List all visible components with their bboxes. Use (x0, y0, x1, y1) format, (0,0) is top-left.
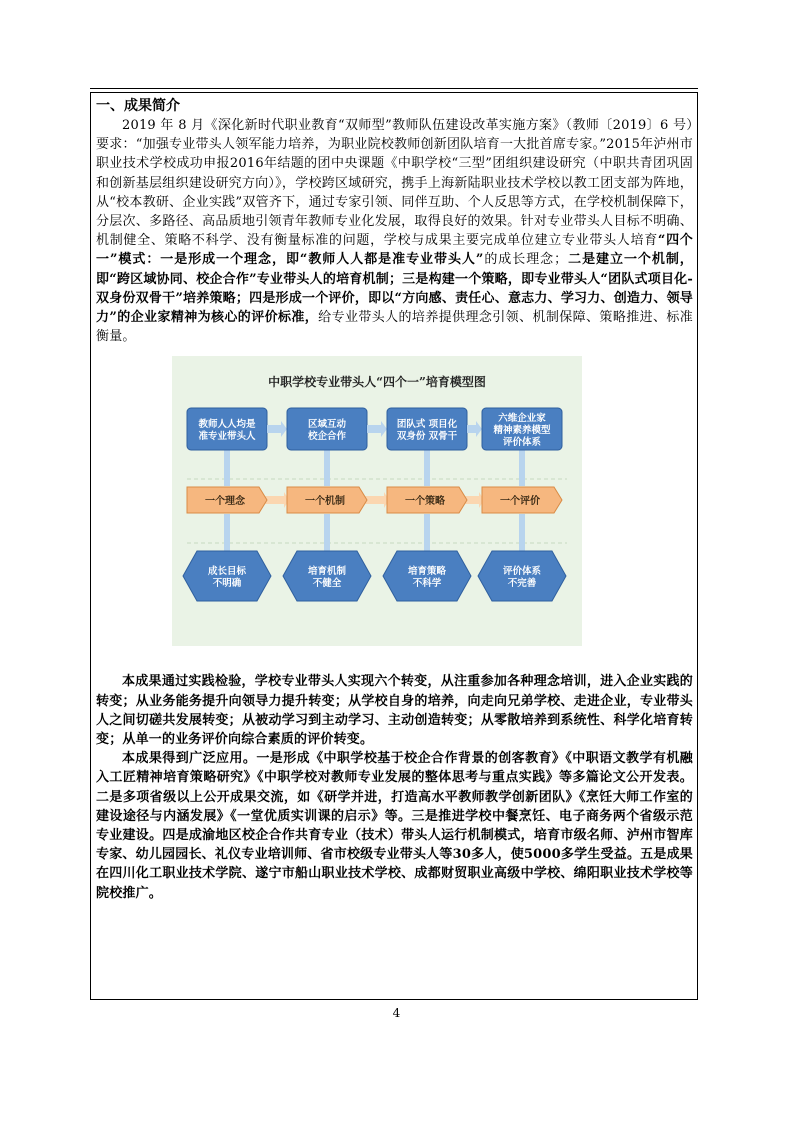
application-paragraph: 本成果得到广泛应用。一是形成《中职学校基于校企合作背景的创客教育》《中职语文教学有机融入工匠精神培育策略研究》《中职学校对教师专业发展的整体思考与重点实践》等多篇论文公开发表。二是多项省级以上公开成果交流，如《研学并进，打造高水平教师教学创新团队》《烹饪大师工作室的建设途径与内涵发展》《一堂优质实训课的启示》等。三是推进学校中餐烹饪、电子商务两个省级示范专业建设。四是成渝地区校企合作共育专业（技术）带头人运行机制模式，培育市级名师、泸州市智库专家、幼儿园园长、礼仪专业培训师、省市校级专业带头人等30多人，使5000多学生受益。五是成果在四川化工职业技术学院、遂宁市船山职业技术学校、成都财贸职业高级中学校、绵阳职业技术学校等院校推广。 (96, 751, 693, 901)
diagram-concept-text-line: 六维企业家 (498, 413, 546, 425)
diagram-connector (519, 448, 525, 486)
intro-text: 2019 年 8 月《深化新时代职业教育“双师型”教师队伍建设改革实施方案》（教师〔2019〕6 号）要求：“加强专业带头人领军能力培养，为职业院校教师创新团队培育一大批首席专家。”2015年泸州市职业技术学校成功申报2016年结题的团中央课题《中职学校“三型”团组织建设研究（中职共青团巩固和创新基层组织建设研究方向）》，学校跨区域研究，携手上海新陆职业技术学校以教工团支部为阵地，从“校本教研、企业实践”双管齐下，通过专家引领、同伴互助、个人反思等方式，在学校机制保障下，分层次、多路径、高品质地引领青年教师专业化发展，取得良好的效果。针对专业带头人目标不明确、机制健全、策略不科学、没有衡量标准的问题，学校与成果主要完成单位建立专业带头人培育 (96, 118, 693, 249)
diagram-connector (324, 448, 330, 486)
intro-bold-text-2: 二是建立一个机制，即“跨区域协同、校企合作”专业带头人的培育机制；三是构建一个策略，即专业带头人“团队式项目化-双身份双骨干”培养策略；四是形成一个评价，即以“方向感、责任心、意志力、学习力、创造力、领导力”的企业家精神为核心的评价标准， (96, 252, 693, 326)
diagram-arrow (367, 421, 387, 437)
diagram-connector (519, 514, 525, 556)
diagram-element-label: 一个评价 (500, 496, 540, 508)
diagram-problem-text-line: 成长目标 (207, 566, 247, 578)
page-number: 4 (392, 1006, 401, 1020)
diagram-concept-text-line: 团队式 项目化 (396, 419, 458, 431)
diagram-title: 中职学校专业带头人“四个一”培育模型图 (268, 375, 486, 390)
diagram-connector (424, 448, 430, 486)
diagram-problem-text-line: 不完善 (507, 578, 537, 590)
transformation-paragraph: 本成果通过实践检验，学校专业带头人实现六个转变，从注重参加各种理念培训，进入企业实践的转变；从业务能务提升向领导力提升转变；从学校自身的培养，向走向兄弟学校、走进企业，专业带头人之间切磋共发展转变；从被动学习到主动学习、主动创造转变；从零散培养到系统性、科学化培育转变；从单一的业务评价向综合素质的评价转变。 (96, 674, 693, 748)
diagram-arrow (465, 492, 484, 508)
diagram-concept-text-line: 评价体系 (502, 437, 542, 449)
frame-top-rule (90, 88, 698, 89)
intro-text-3: 给专业带头人的培养提供理念引领、机制保障、策略推进、标准衡量。 (96, 310, 693, 345)
diagram-concept-text-line: 准专业带头人 (198, 431, 256, 443)
diagram-problem-text-line: 不科学 (412, 578, 442, 590)
diagram-concept-text-line: 精神素养模型 (493, 425, 551, 437)
diagram-element-label: 一个理念 (205, 496, 245, 508)
intro-paragraph (96, 116, 693, 346)
diagram-connector (324, 514, 330, 556)
model-diagram (172, 356, 582, 646)
diagram-arrow (265, 492, 289, 508)
intro-text-2: 的成长理念； (483, 252, 568, 268)
diagram-problem-text-line: 培育策略 (407, 566, 447, 578)
diagram-element-label: 一个机制 (305, 496, 345, 508)
diagram-concept-text-line: 教师人人均是 (198, 419, 256, 431)
section-heading: 一、成果简介 (96, 98, 180, 114)
diagram-concept-text-line: 校企合作 (307, 431, 347, 443)
diagram-concept-text-line: 双身份 双骨干 (396, 431, 458, 443)
diagram-arrow (365, 492, 389, 508)
diagram-arrow (267, 421, 287, 437)
diagram-connector (224, 448, 230, 486)
diagram-problem-text-line: 不健全 (312, 578, 342, 590)
diagram-concept-text-line: 区域互动 (307, 419, 347, 431)
diagram-problem-text-line: 评价体系 (502, 566, 542, 578)
diagram-connector (224, 514, 230, 556)
section-content (96, 97, 693, 903)
intro-bold-text: “四个一”模式：一是形成一个理念，即“教师人人都是准专业带头人” (96, 233, 694, 268)
model-diagram-svg (172, 356, 582, 646)
diagram-problem-text-line: 培育机制 (307, 566, 347, 578)
diagram-problem-text-line: 不明确 (212, 578, 242, 590)
diagram-arrow (467, 421, 482, 437)
diagram-element-label: 一个策略 (405, 496, 445, 508)
diagram-connector (424, 514, 430, 556)
